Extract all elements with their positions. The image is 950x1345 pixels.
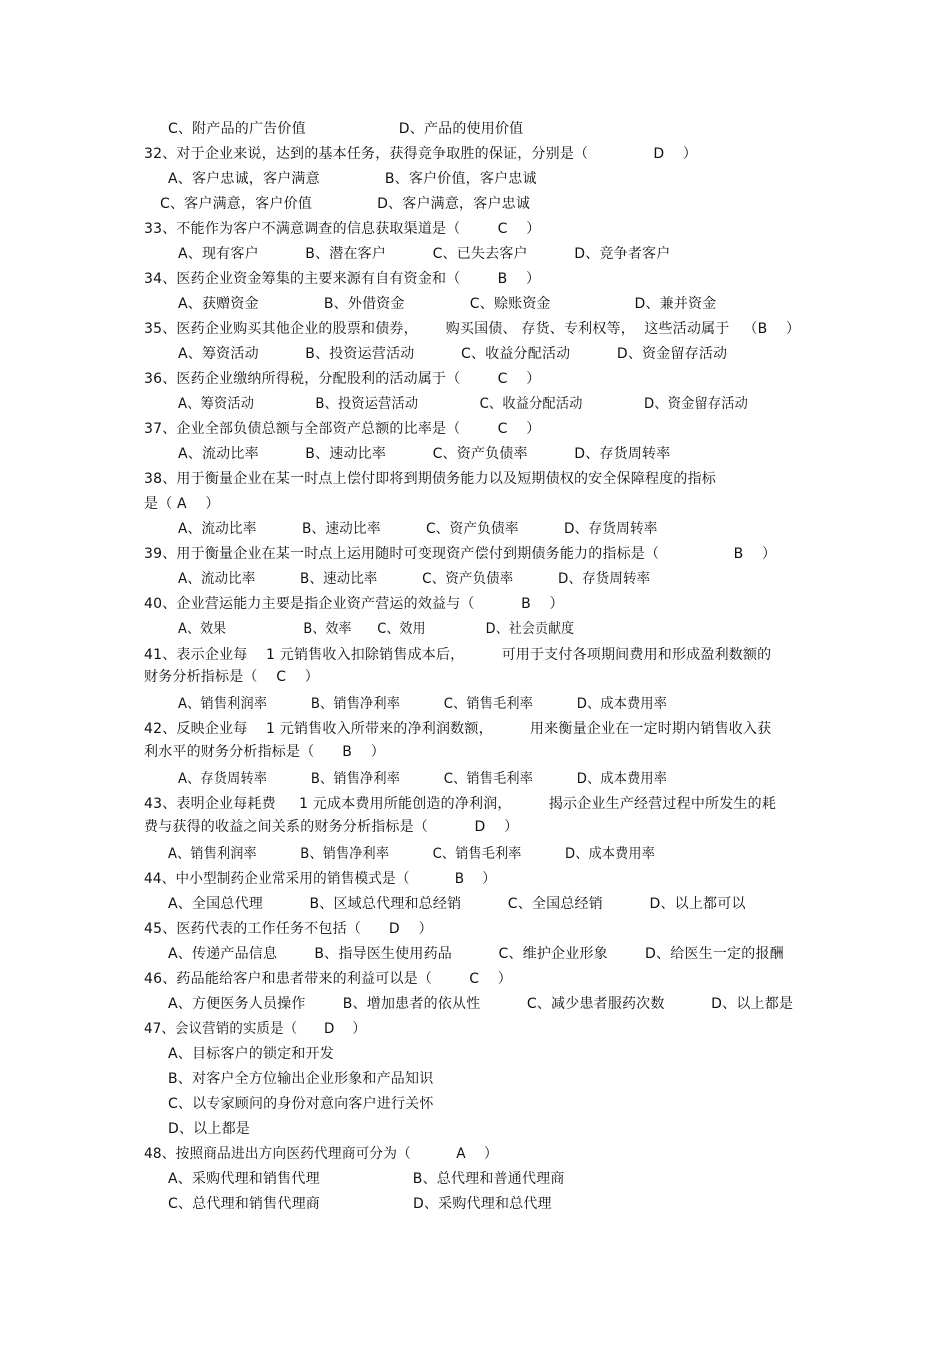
question-line: 33、不能作为客户不满意调查的信息获取渠道是（ C ） [144,221,541,237]
question-line: 37、企业全部负债总额与全部资产总额的比率是（ C ） [144,421,541,437]
question-line: 32、对于企业来说，达到的基本任务，获得竞争取胜的保证，分别是（ D ） [144,146,698,162]
answer-option-line: A、流动比率 B、速动比率 C、资产负债率 D、存货周转率 [178,521,658,537]
answer-option-line: C、附产品的广告价值 D、产品的使用价值 [168,121,524,137]
question-line: 34、医药企业资金筹集的主要来源有自有资金和（ B ） [144,271,541,287]
answer-option-line: C、客户满意，客户价值 D、客户满意，客户忠诚 [160,196,531,212]
answer-option-line: A、传递产品信息 B、指导医生使用药品 C、维护企业形象 D、给医生一定的报酬 [168,946,784,962]
question-continuation-line: 利水平的财务分析指标是（ B ） [144,744,385,760]
answer-option-line: A、效果 B、效率 C、效用 D、社会贡献度 [178,621,575,637]
answer-option-line: A、流动比率 B、速动比率 C、资产负债率 D、存货周转率 [178,571,651,587]
question-line: 39、用于衡量企业在某一时点上运用随时可变现资产偿付到期债务能力的指标是（ B ） [144,546,777,562]
question-line: 41、表示企业每 1 元销售收入扣除销售成本后， 可用于支付各项期间费用和形成盈利数额的 [144,647,772,663]
answer-option-line: A、方便医务人员操作 B、增加患者的依从性 C、减少患者服药次数 D、以上都是 [168,996,794,1012]
question-line: 40、企业营运能力主要是指企业资产营运的效益与（ B ） [144,596,564,612]
question-line: 44、中小型制药企业常采用的销售模式是（ B ） [144,871,497,887]
question-line: 35、医药企业购买其他企业的股票和债券， 购买国债、 存货、专利权等， 这些活动属于 （B ） [144,321,801,337]
answer-option-line: D、以上都是 [168,1121,250,1137]
answer-option-line: A、销售利润率 B、销售净利率 C、销售毛利率 D、成本费用率 [168,846,655,862]
question-continuation-line: 是（ A ） [144,496,220,512]
answer-option-line: A、目标客户的锁定和开发 [168,1046,334,1062]
answer-option-line: A、客户忠诚，客户满意 B、客户价值，客户忠诚 [168,171,537,187]
answer-option-line: A、全国总代理 B、区域总代理和总经销 C、全国总经销 D、以上都可以 [168,896,746,912]
answer-option-line: A、筹资活动 B、投资运营活动 C、收益分配活动 D、资金留存活动 [178,346,728,362]
question-line: 38、用于衡量企业在某一时点上偿付即将到期债务能力以及短期债权的安全保障程度的指标 [144,471,717,487]
question-line: 48、按照商品进出方向医药代理商可分为（ A ） [144,1146,498,1162]
answer-option-line: B、对客户全方位输出企业形象和产品知识 [168,1071,434,1087]
answer-option-line: A、流动比率 B、速动比率 C、资产负债率 D、存货周转率 [178,446,671,462]
answer-option-line: A、采购代理和销售代理 B、总代理和普通代理商 [168,1171,565,1187]
answer-option-line: A、现有客户 B、潜在客户 C、已失去客户 D、竞争者客户 [178,246,671,262]
answer-option-line: C、总代理和销售代理商 D、采购代理和总代理 [168,1196,552,1212]
answer-option-line: A、销售利润率 B、销售净利率 C、销售毛利率 D、成本费用率 [178,696,668,712]
question-line: 43、表明企业每耗费 1 元成本费用所能创造的净利润， 揭示企业生产经营过程中所发生的耗 [144,796,777,812]
answer-option-line: C、以专家顾问的身份对意向客户进行关怀 [168,1096,434,1112]
question-line: 42、反映企业每 1 元销售收入所带来的净利润数额， 用来衡量企业在一定时期内销售收入获 [144,721,772,737]
answer-option-line: A、存货周转率 B、销售净利率 C、销售毛利率 D、成本费用率 [178,771,668,787]
answer-option-line: A、筹资活动 B、投资运营活动 C、收益分配活动 D、资金留存活动 [178,396,748,412]
question-line: 45、医药代表的工作任务不包括（ D ） [144,921,433,937]
question-line: 46、药品能给客户和患者带来的利益可以是（ C ） [144,971,512,987]
answer-option-line: A、获赠资金 B、外借资金 C、赊账资金 D、兼并资金 [178,296,717,312]
question-continuation-line: 财务分析指标是（ C ） [144,669,319,685]
question-line: 36、医药企业缴纳所得税，分配股利的活动属于（ C ） [144,371,541,387]
question-continuation-line: 费与获得的收益之间关系的财务分析指标是（ D ） [144,819,519,835]
question-line: 47、会议营销的实质是（ D ） [144,1021,366,1037]
